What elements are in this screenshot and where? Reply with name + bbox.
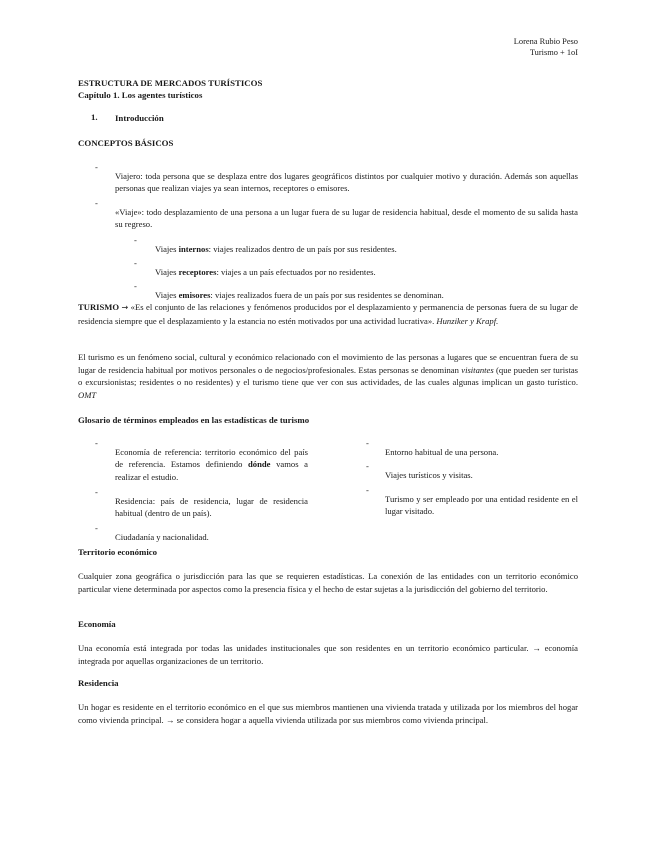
item-text: vamos a realizar el estudio. <box>115 459 308 482</box>
label: Viajes <box>155 243 179 254</box>
bullet-dash: - <box>95 523 98 533</box>
bullet-dash: - <box>366 485 369 495</box>
section-title: Introducción <box>115 113 164 123</box>
viajes-receptores <box>155 266 575 279</box>
term-internos: internos <box>178 243 209 254</box>
glossary-heading: Glosario de términos empleados en las estadísticas de turismo <box>78 415 310 425</box>
territorio-heading: Territorio económico <box>78 547 158 557</box>
page-header <box>514 36 578 58</box>
paragraph-text: (que pueden ser turistas o excursionistas; residentes o no residentes) y el turismo tiene que ver con sus actividades, de las cuales algunas implican un gasto turístico. <box>78 364 578 387</box>
text: : viajes realizados fuera de un país por sus residentes se denominan. <box>210 289 444 300</box>
bullet-dash: - <box>134 258 137 268</box>
course-name: Turismo + 1oI <box>529 48 578 57</box>
bullet-dash: - <box>95 487 98 497</box>
arrow-icon: → <box>121 303 129 312</box>
residencia-paragraph: Un hogar es residente en el territorio económico en el que sus miembros mantienen una vivienda tratada y utilizada por los miembros del hogar como vivienda principal. → se considera hogar a aquella vivienda utilizada por sus miembros como vivienda principal. <box>78 702 578 725</box>
turismo-label: TURISMO <box>78 302 120 312</box>
paragraph-text: El turismo es un fenómeno social, cultural y económico relacionado con el movimiento de las personas a lugares que se encuentran fuera de su lugar de residencia habitual por motivos personales o de negocios/profesionales. Estas personas se denominan <box>78 352 578 375</box>
text: : viajes a un país efectuados por no residentes. <box>216 266 376 277</box>
label: Viajes <box>155 266 179 277</box>
omt-source: OMT <box>78 389 97 400</box>
turismo-source: Hunziker y Krapf. <box>436 315 499 326</box>
text: : viajes realizados dentro de un país por sus residentes. <box>208 243 397 254</box>
turismo-text: «Es el conjunto de las relaciones y fenómenos producidos por el desplazamiento y permanencia de personas fuera de su lugar de residencia siempre que el desplazamiento y la estancia no estén motivados por una actividad lucrativa». <box>78 302 578 326</box>
turismo-definition <box>78 301 578 327</box>
glossary-item: Turismo y ser empleado por una entidad residente en el lugar visitado. <box>385 493 578 517</box>
term-visitantes: visitantes <box>461 364 494 375</box>
chapter-title: Capítulo 1. Los agentes turísticos <box>78 90 203 100</box>
glossary-item <box>115 446 308 484</box>
term-donde: dónde <box>248 459 271 470</box>
economia-heading: Economía <box>78 619 116 629</box>
section-number: 1. <box>91 112 98 122</box>
bullet-dash: - <box>95 438 98 448</box>
viaje-definition: «Viaje»: todo desplazamiento de una persona a un lugar fuera de su lugar de residencia habitual, desde el momento de su salida hasta su regreso. <box>115 206 578 230</box>
bullet-dash: - <box>134 235 137 245</box>
concepts-heading: CONCEPTOS BÁSICOS <box>78 138 174 148</box>
territorio-paragraph: Cualquier zona geográfica o jurisdicción para las que se requieren estadísticas. La conexión de las entidades con un territorio económico particular viene determinada por aspectos como la presencia física y el hecho de estar sujetas a la jurisdicción del gobierno del territorio. <box>78 571 578 594</box>
term-emisores: emisores <box>178 289 211 300</box>
bullet-dash: - <box>95 162 98 172</box>
viajes-internos <box>155 243 575 256</box>
bullet-dash: - <box>95 198 98 208</box>
document-title: ESTRUCTURA DE MERCADOS TURÍSTICOS <box>78 78 263 88</box>
economia-paragraph: Una economía está integrada por todas las unidades institucionales que son residentes en un territorio económico particular. → economía integrada por aquellas organizaciones de un territorio. <box>78 643 578 666</box>
label: Viajes <box>155 289 179 300</box>
bullet-dash: - <box>366 461 369 471</box>
residencia-heading: Residencia <box>78 678 119 688</box>
glossary-item: Residencia: país de residencia, lugar de residencia habitual (dentro de un país). <box>115 495 308 519</box>
phenomenon-paragraph <box>78 351 578 401</box>
viajero-definition: Viajero: toda persona que se desplaza entre dos lugares geográficos distintos por cualquier motivo y duración. Además son aquellas personas que realizan viajes ya sean internos, receptores o emisores. <box>115 170 578 194</box>
glossary-item: Viajes turísticos y visitas. <box>385 469 473 480</box>
bullet-dash: - <box>134 281 137 291</box>
author-name: Lorena Rubio Peso <box>513 37 578 46</box>
term-receptores: receptores <box>178 266 217 277</box>
item-text: Economía de referencia: territorio económico del país de referencia. Estamos definiendo <box>115 446 308 470</box>
viajes-emisores <box>155 289 575 302</box>
bullet-dash: - <box>366 438 369 448</box>
glossary-item: Ciudadanía y nacionalidad. <box>115 531 209 542</box>
glossary-item: Entorno habitual de una persona. <box>385 446 499 457</box>
